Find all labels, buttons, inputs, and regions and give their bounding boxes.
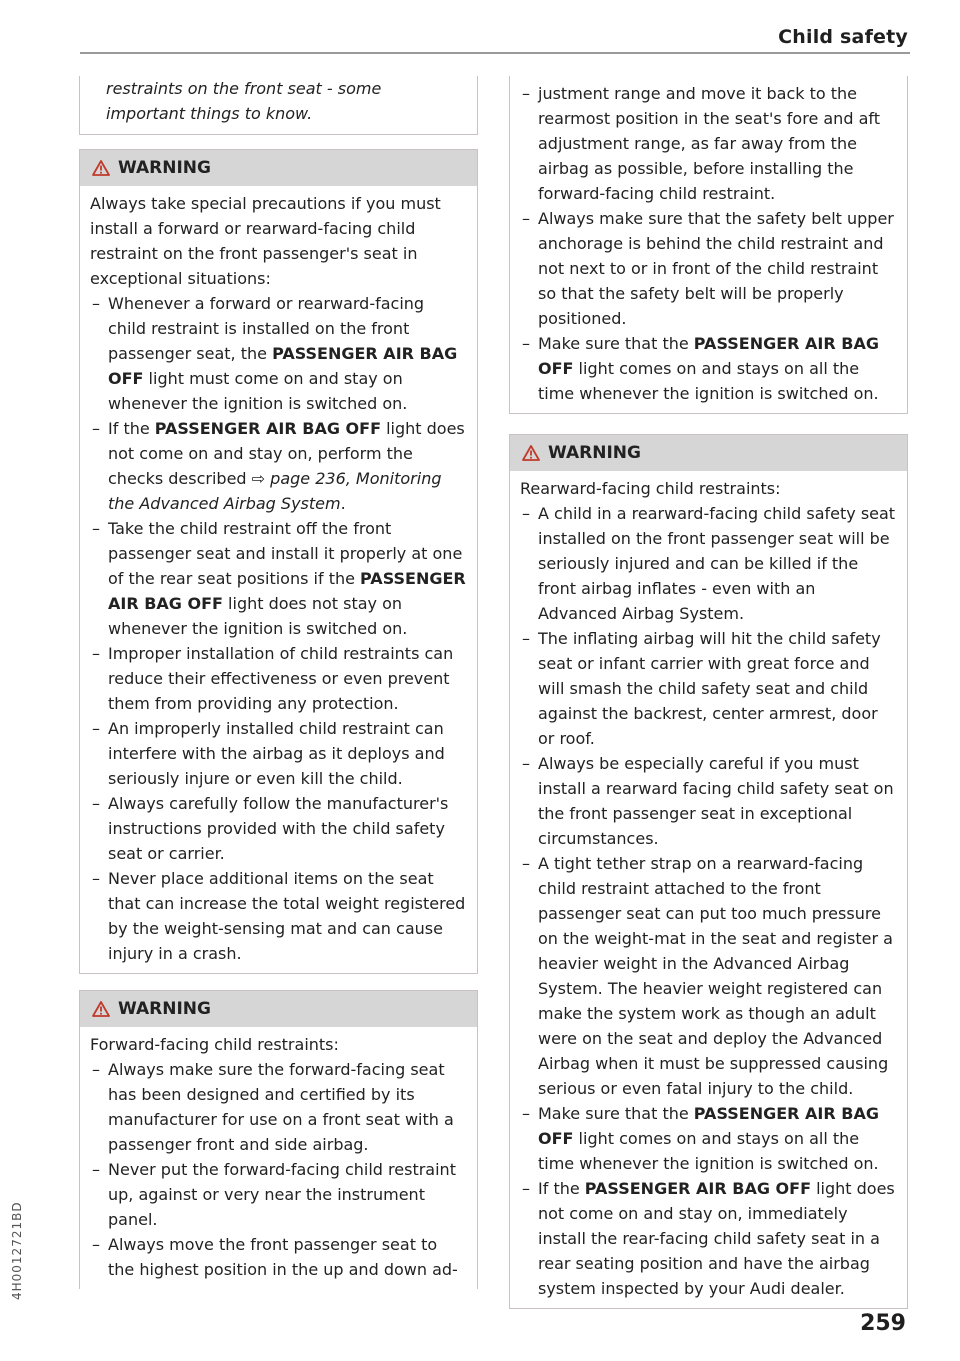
list-item: – Always be especially careful if you must install a rearward facing child safety seat on the front passenger seat in exceptional circumstances. [520, 751, 897, 851]
header-divider [80, 52, 910, 54]
indicator-label: PASSENGER AIR BAG OFF [108, 344, 458, 388]
warning-lead: Always take special precautions if you must install a forward or rearward-facing child restraint on the front passenger's seat in exceptional situations: [90, 194, 441, 288]
item-text: If the [538, 1179, 585, 1198]
left-column [79, 76, 478, 1305]
indicator-label: PASSENGER AIR BAG OFF [538, 334, 879, 378]
item-text: Whenever a forward or rearward-facing child restraint is installed on the front passenger seat, the [108, 294, 425, 363]
warning-box [509, 434, 908, 1309]
intro-box [79, 76, 478, 135]
warning-header [80, 991, 477, 1027]
list-item: – Always make sure the forward-facing seat has been designed and certified by its manufacturer for use on a front seat with a passenger front and side airbag. [90, 1057, 467, 1157]
list-item: – A tight tether strap on a rearward-facing child restraint attached to the front passenger seat can put too much pressure on the weight-mat in the seat and register a heavier weight in the Advanced Airbag System. The heavier weight registered can make the system work as though an adult were on the seat and deploy the Advanced Airbag when it must be suppressed causing serious or even fatal injury to the child. [520, 851, 897, 1101]
indicator-label: PASSENGER AIR BAG OFF [538, 1104, 879, 1148]
list-item: – Always make sure that the safety belt upper anchorage is behind the child restraint and not next to or in front of the child restraint so that the safety belt will be properly positioned. [520, 206, 897, 331]
item-text: If the [108, 419, 155, 438]
item-text: Make sure that the [538, 334, 694, 353]
list-item [520, 1101, 897, 1176]
warning-lead: Forward-facing child restraints: [90, 1035, 339, 1054]
warning-title: WARNING [118, 998, 211, 1019]
list-item [90, 291, 467, 416]
list-item-continued: – justment range and move it back to the rearmost position in the seat's fore and aft adjustment range, as far away from the airbag as possible, before installing the forward-facing child restraint. [520, 81, 897, 206]
document-code: 4H0012721BD [10, 1201, 24, 1300]
warning-body [80, 1027, 477, 1289]
page-reference-link[interactable]: ⇨ page 236, Monitoring the Advanced Airbag System [108, 469, 442, 513]
warning-body [510, 471, 907, 1308]
list-item [520, 1176, 897, 1301]
warning-list [520, 501, 897, 1301]
list-item: – A child in a rearward-facing child safety seat installed on the front passenger seat will be seriously injured and can be killed if the front airbag inflates - even with an Advanced Airbag System. [520, 501, 897, 626]
list-item: – Never place additional items on the seat that can increase the total weight registered by the weight-sensing mat and can cause injury in a crash. [90, 866, 467, 966]
list-item: – Improper installation of child restraints can reduce their effectiveness or even prevent them from providing any protection. [90, 641, 467, 716]
item-text: light does not come on and stay on, perform the checks described [108, 419, 465, 488]
item-text: light must come on and stay on whenever the ignition is switched on. [108, 369, 408, 413]
list-item: – The inflating airbag will hit the child safety seat or infant carrier with great force and will smash the child safety seat and child against the backrest, center armrest, door or roof. [520, 626, 897, 751]
warning-list [90, 291, 467, 966]
page-number: 259 [860, 1311, 906, 1336]
list-item: – Always move the front passenger seat to the highest position in the up and down ad- [90, 1232, 467, 1282]
warning-box [79, 149, 478, 974]
item-text: light comes on and stays on all the time whenever the ignition is switched on. [538, 359, 879, 403]
list-item [90, 516, 467, 641]
item-text: . [340, 494, 346, 513]
warning-triangle-icon [522, 445, 540, 461]
warning-header [510, 435, 907, 471]
warning-continuation-box [509, 76, 908, 414]
warning-title: WARNING [118, 157, 211, 178]
indicator-label: PASSENGER AIR BAG OFF [154, 419, 381, 438]
item-text: light does not stay on whenever the ignition is switched on. [108, 594, 408, 638]
warning-list [90, 1057, 467, 1282]
section-title: Child safety [778, 26, 908, 48]
list-item: – Never put the forward-facing child restraint up, against or very near the instrument panel. [90, 1157, 467, 1232]
list-item: – An improperly installed child restraint can interfere with the airbag as it deploys and seriously injure or even kill the child. [90, 716, 467, 791]
list-item: – Always carefully follow the manufacturer's instructions provided with the child safety seat or carrier. [90, 791, 467, 866]
warning-header [80, 150, 477, 186]
item-text: Make sure that the [538, 1104, 694, 1123]
list-item [90, 416, 467, 516]
list-item [520, 331, 897, 406]
indicator-label: PASSENGER AIR BAG OFF [584, 1179, 811, 1198]
warning-triangle-icon [92, 160, 110, 176]
warning-list [520, 81, 897, 406]
warning-lead: Rearward-facing child restraints: [520, 479, 781, 498]
warning-triangle-icon [92, 1001, 110, 1017]
indicator-label: PASSENGER AIR BAG OFF [108, 569, 466, 613]
warning-box [79, 990, 478, 1289]
item-text: light comes on and stays on all the time whenever the ignition is switched on. [538, 1129, 879, 1173]
right-column [509, 76, 908, 1325]
warning-title: WARNING [548, 442, 641, 463]
intro-text: restraints on the front seat - some important things to know. [106, 79, 382, 123]
warning-body [80, 186, 477, 973]
item-text: light does not come on and stay on, immediately install the rear-facing child safety seat in a rear seating position and have the airbag system inspected by your Audi dealer. [538, 1179, 895, 1298]
item-text: Take the child restraint off the front passenger seat and install it properly at one of the rear seat positions if the [108, 519, 463, 588]
